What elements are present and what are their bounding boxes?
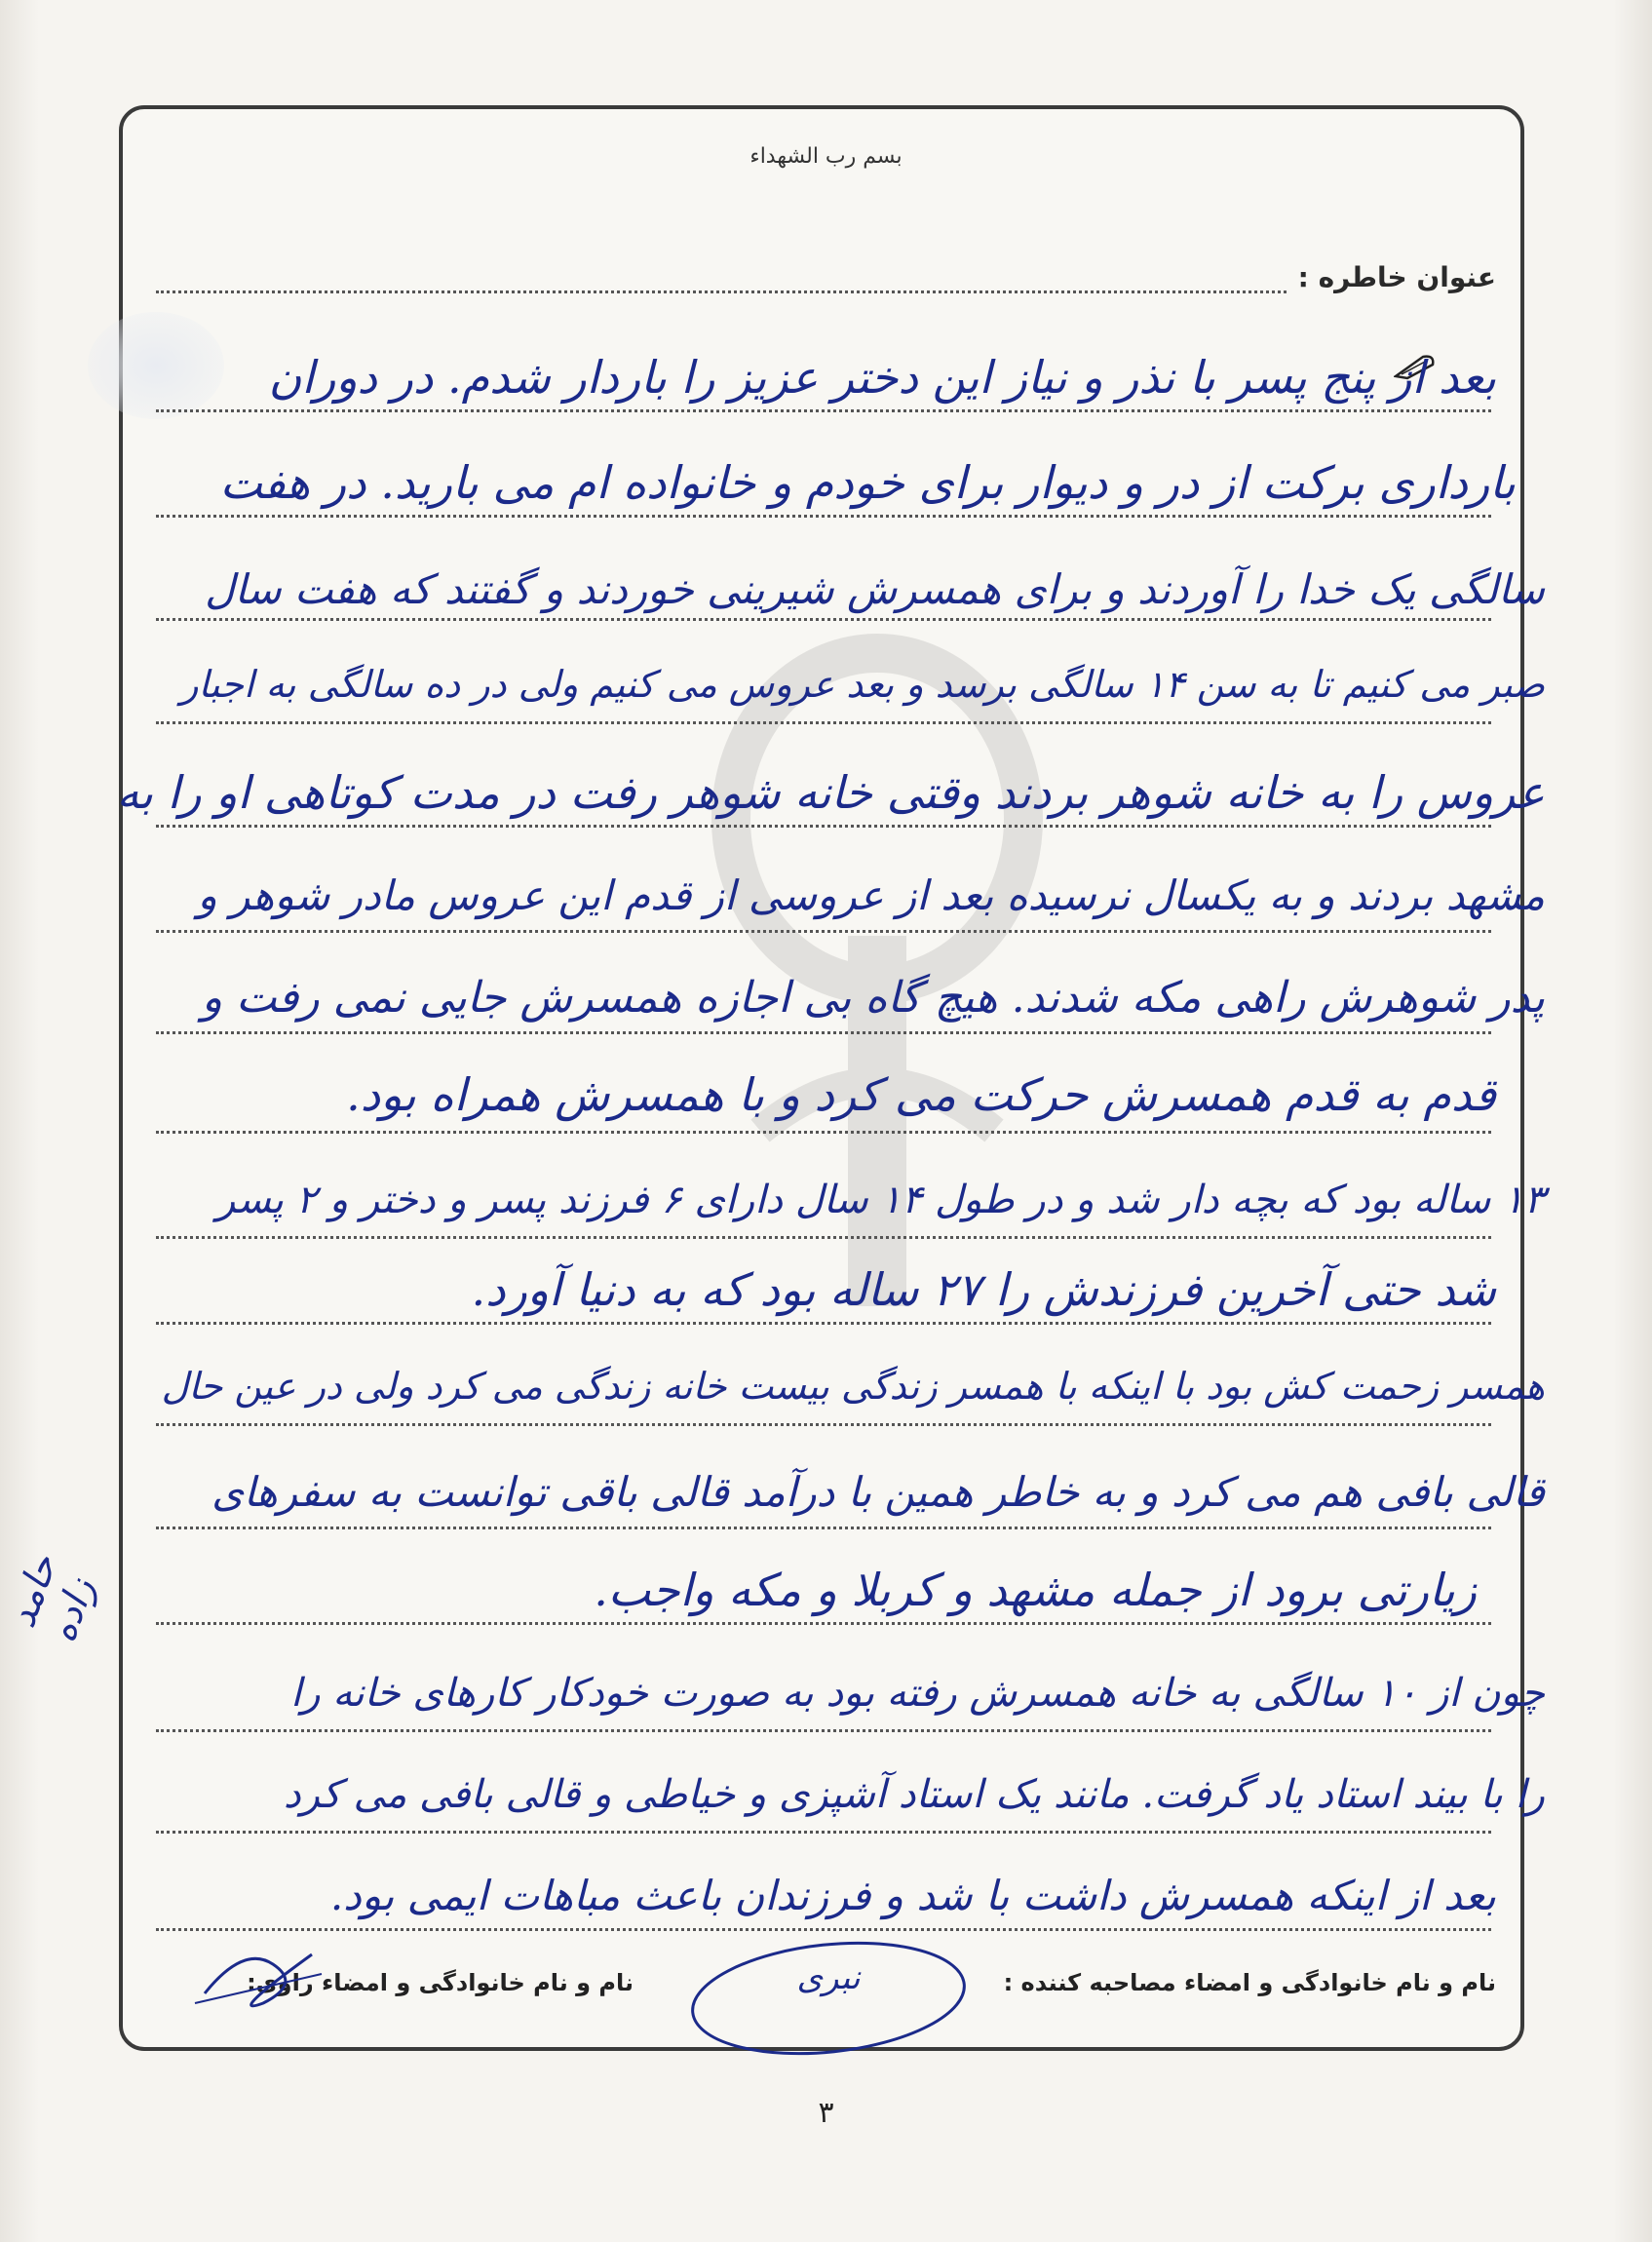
page-header-title: بسم رب الشهداء [749, 144, 903, 169]
body-line: عروس را به خانه شوهر بردند وقتی خانه شوهر رفت در مدت کوتاهی او را به [116, 766, 1545, 819]
body-line: شد حتی آخرین فرزندش را ۲۷ ساله بود که به دنیا آورد. [471, 1263, 1496, 1316]
ruled-line [156, 1236, 1491, 1239]
ruled-line [156, 1031, 1491, 1034]
ruled-line [156, 1622, 1491, 1625]
interviewer-signature [682, 1930, 975, 2067]
body-line: چون از ۱۰ سالگی به خانه همسرش رفته بود به صورت خودکار کارهای خانه را [290, 1671, 1545, 1716]
margin-note: حامد زاده [0, 1549, 103, 1648]
ruled-line [156, 1831, 1491, 1834]
body-line: زیارتی برود از جمله مشهد و کربلا و مکه واجب. [594, 1564, 1477, 1616]
narrator-signature [185, 1935, 331, 2023]
ruled-line [156, 930, 1491, 933]
ruled-line [156, 515, 1491, 518]
body-line: قدم به قدم همسرش حرکت می کرد و با همسرش همراه بود. [346, 1068, 1496, 1121]
body-line: همسر زحمت کش بود با اینکه با همسر زندگی بیست خانه زندگی می کرد ولی در عین حال [161, 1365, 1545, 1408]
ruled-line [156, 721, 1491, 724]
body-line: بعد از اینکه همسرش داشت با شد و فرزندان باعث مباهات ایمی بود. [329, 1872, 1496, 1919]
body-line: بعد از پنج پسر با نذر و نیاز این دختر عزیز را باردار شدم. در دوران [268, 351, 1496, 404]
ruled-line [156, 409, 1491, 412]
ruled-line [156, 1729, 1491, 1732]
memory-title-label: عنوان خاطره : [1297, 261, 1496, 293]
body-line: پدر شوهرش راهی مکه شدند. هیچ گاه بی اجازه همسرش جایی نمی رفت و [201, 973, 1545, 1023]
page-number: ۳ [818, 2096, 834, 2130]
body-line: صبر می کنیم تا به سن ۱۴ سالگی برسد و بعد عروس می کنیم ولی در ده سالگی به اجبار [180, 663, 1545, 706]
body-line: قالی بافی هم می کرد و به خاطر همین با درآمد قالی باقی توانست به سفرهای [211, 1468, 1545, 1516]
ruled-line [156, 1322, 1491, 1325]
body-line: مشهد بردند و به یکسال نرسیده بعد از عروسی از قدم این عروس مادر شوهر و [197, 871, 1545, 919]
ruled-line [156, 1131, 1491, 1134]
narrator-label: نام و نام خانوادگی و امضاء راوی: [247, 1969, 634, 1996]
ruled-line [156, 618, 1491, 621]
body-line: را با بیند استاد یاد گرفت. مانند یک استاد آشپزی و خیاطی و قالی بافی می کرد [283, 1772, 1545, 1817]
ink-smudge [88, 312, 224, 419]
ruled-line [156, 1423, 1491, 1426]
memory-title-line [156, 290, 1287, 293]
ruled-line [156, 825, 1491, 828]
interviewer-signature-text: نبری [796, 1958, 861, 1997]
ruled-line [156, 1527, 1491, 1529]
body-line: بارداری برکت از در و دیوار برای خودم و خانواده ام می بارید. در هفت [219, 456, 1516, 509]
body-line: سالگی یک خدا را آوردند و برای همسرش شیرینی خوردند و گفتند که هفت سال [205, 565, 1545, 613]
interviewer-label: نام و نام خانوادگی و امضاء مصاحبه کننده : [1003, 1969, 1496, 1996]
body-line: ۱۳ ساله بود که بچه دار شد و در طول ۱۴ سال دارای ۶ فرزند پسر و دختر و ۲ پسر [216, 1178, 1545, 1222]
